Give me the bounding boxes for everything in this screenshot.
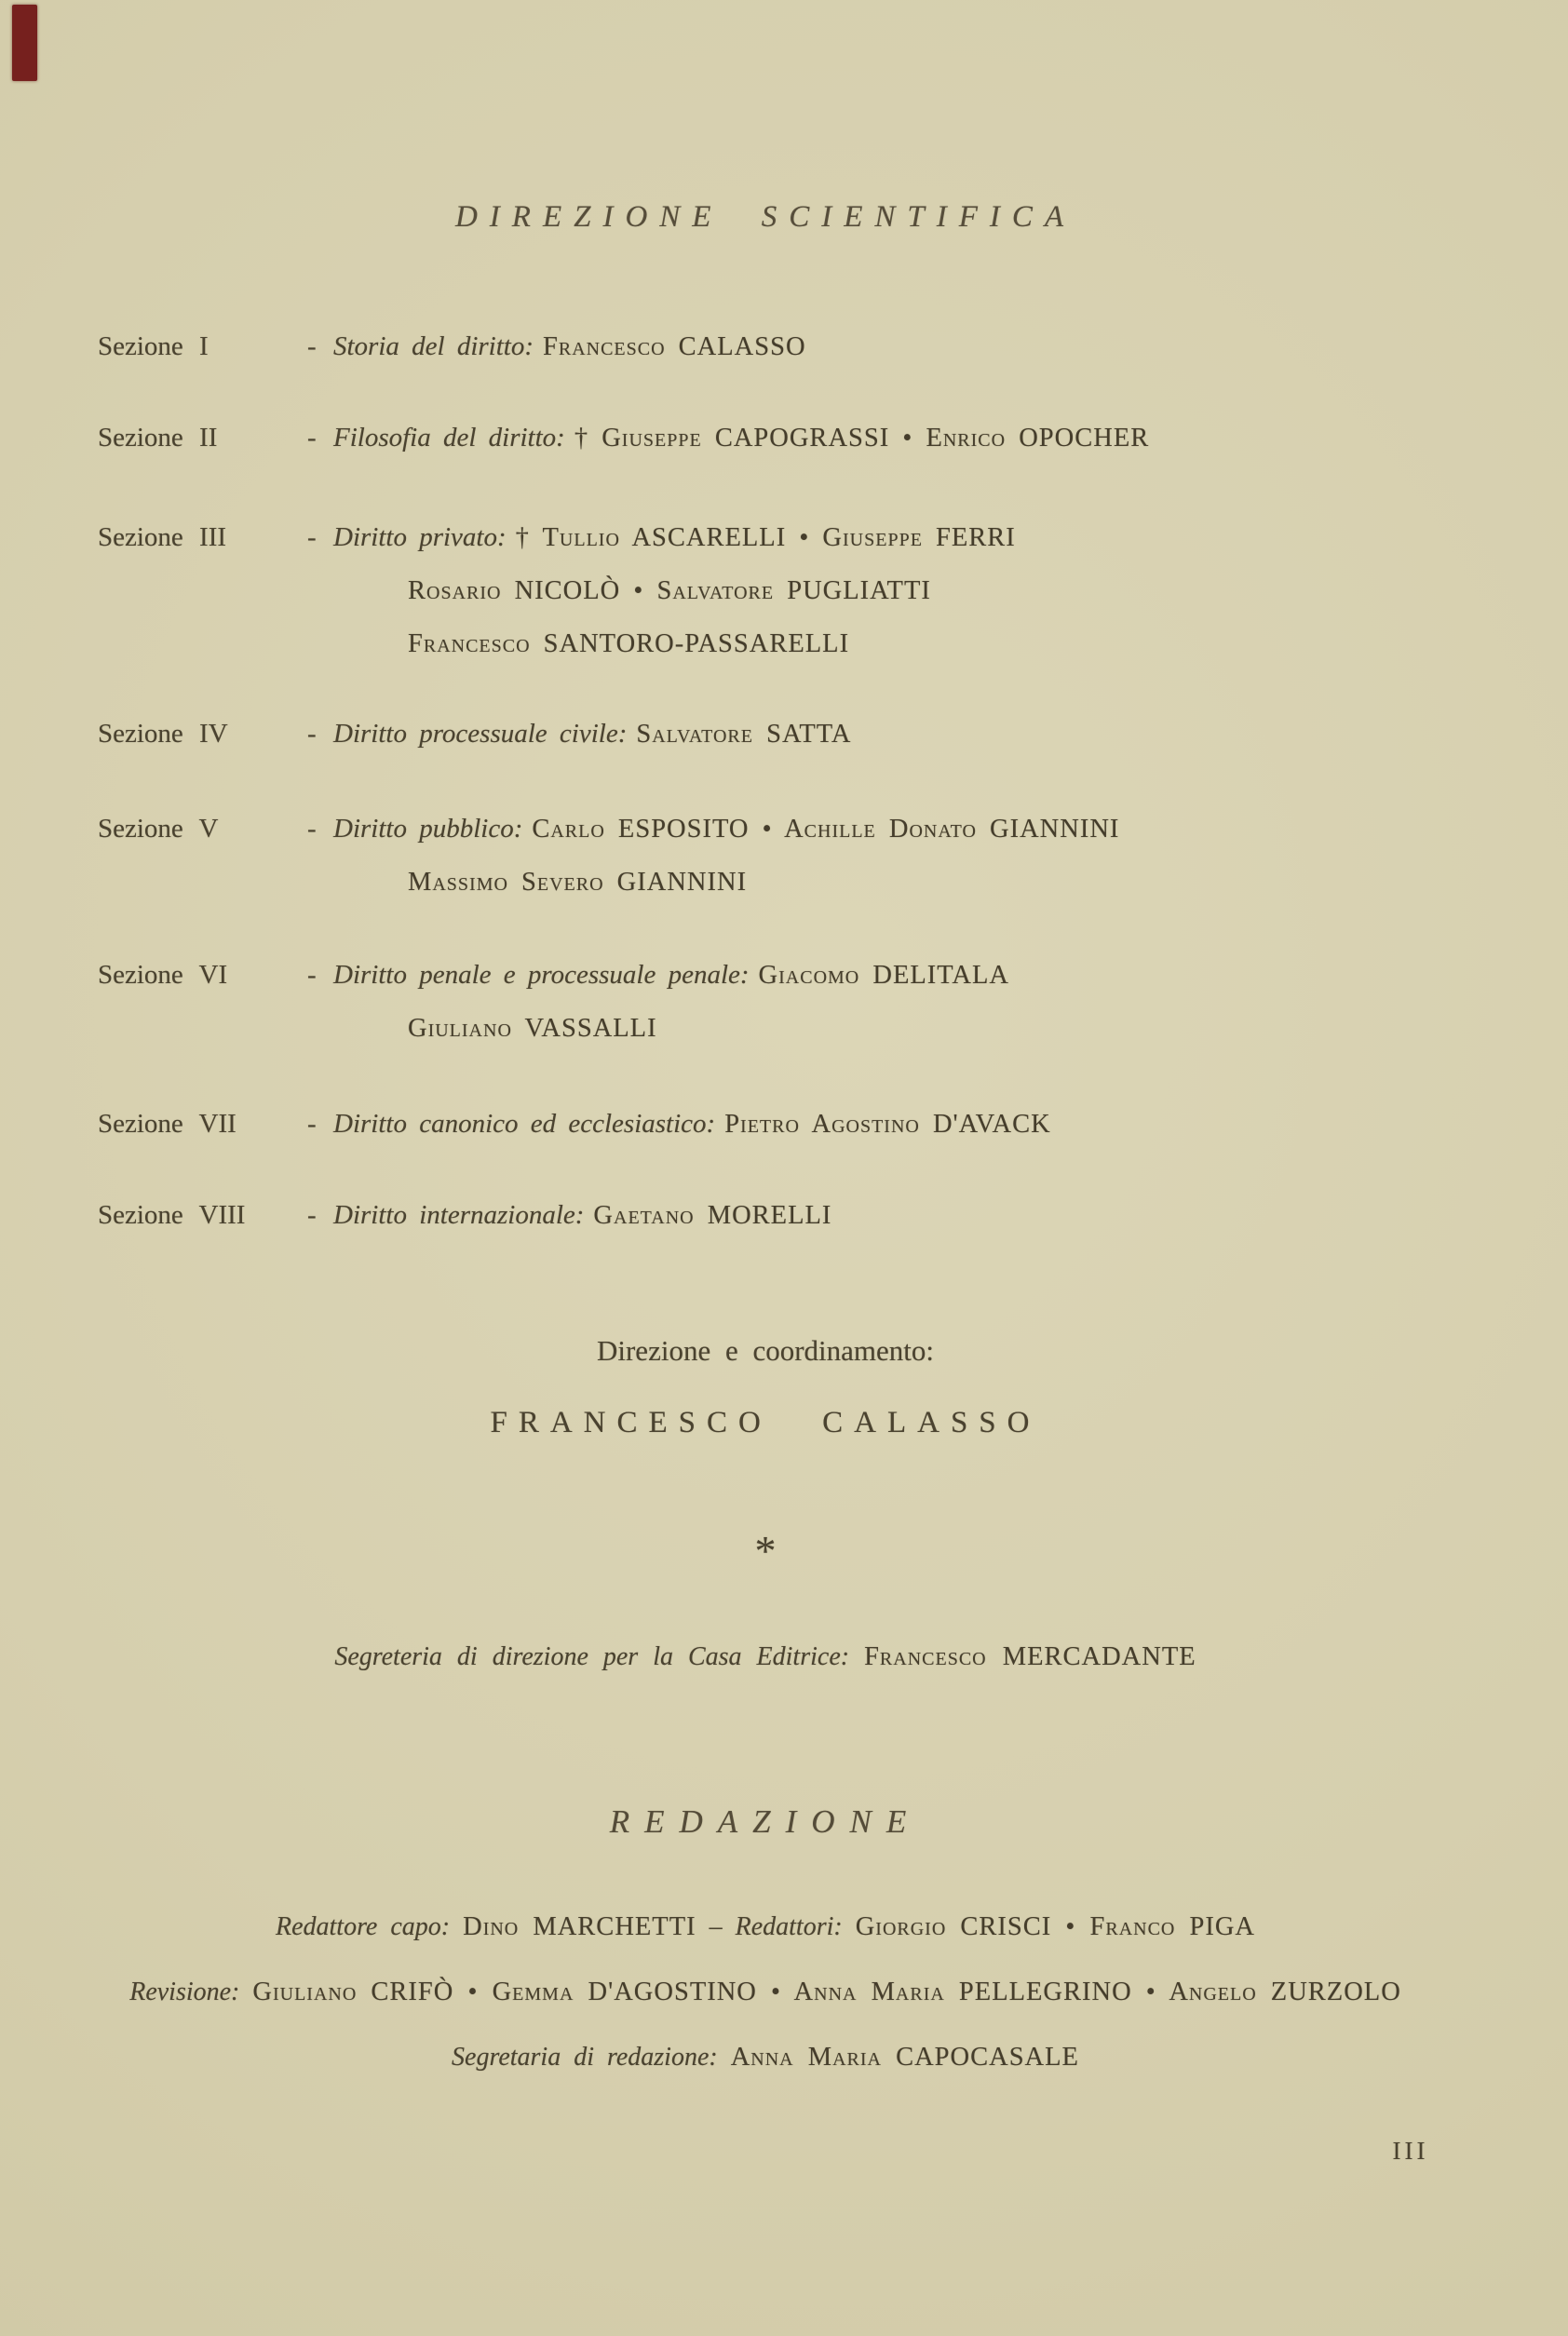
section-dash: - [307, 331, 317, 361]
section-label: Sezione IV [98, 719, 228, 749]
section-content [333, 332, 1471, 365]
dash-separator: – [709, 1912, 723, 1941]
redazione-title: REDAZIONE [609, 1803, 922, 1840]
coordination-name: FRANCESCO CALASSO [490, 1406, 1041, 1439]
section-names: Carlo ESPOSITO • Achille Donato GIANNINI [532, 815, 1120, 844]
section-row-3 [98, 523, 1471, 662]
section-names: Massimo Severo GIANNINI [408, 868, 748, 897]
section-subject: Diritto canonico ed ecclesiastico: [333, 1109, 716, 1139]
section-label: Sezione VII [98, 1109, 237, 1139]
section-names: † Tullio ASCARELLI • Giuseppe FERRI [515, 523, 1016, 552]
section-subject: Diritto pubblico: [333, 814, 523, 844]
revision-label: Revisione: [129, 1978, 240, 2006]
section-subject: Diritto processuale civile: [333, 719, 628, 749]
section-subject: Diritto penale e processuale penale: [333, 960, 750, 990]
section-row-6 [98, 961, 1471, 1046]
section-dash: - [307, 719, 317, 749]
section-content [333, 720, 1471, 752]
section-subject: Storia del diritto: [333, 331, 534, 361]
secretary-label: Segretaria di redazione: [452, 2043, 718, 2072]
chief-editor-name: Dino MARCHETTI [463, 1912, 696, 1941]
revision-names: Giuliano CRIFÒ • Gemma D'AGOSTINO • Anna Maria PELLEGRINO • Angelo ZURZOLO [252, 1978, 1401, 2006]
section-dash: - [307, 960, 317, 990]
section-content [333, 523, 1471, 662]
section-row-4 [98, 720, 1471, 752]
chief-editor-label: Redattore capo: [275, 1912, 451, 1941]
segreteria-name: Francesco MERCADANTE [864, 1642, 1196, 1671]
section-names: Pietro Agostino D'AVACK [724, 1110, 1051, 1139]
section-names: Francesco SANTORO-PASSARELLI [408, 629, 850, 658]
section-label: Sezione III [98, 522, 227, 552]
section-label: Sezione I [98, 331, 209, 361]
section-content [333, 1201, 1471, 1234]
editors-names: Giorgio CRISCI • Franco PIGA [855, 1912, 1255, 1941]
section-dash: - [307, 814, 317, 844]
section-subject: Filosofia del diritto: [333, 423, 565, 452]
section-dash: - [307, 522, 317, 552]
section-row-7 [98, 1110, 1471, 1142]
section-names: † Giuseppe CAPOGRASSI • Enrico OPOCHER [574, 424, 1150, 452]
section-dash: - [307, 423, 317, 452]
editors-label: Redattori: [735, 1912, 843, 1941]
section-content [333, 961, 1471, 1046]
section-subject: Diritto internazionale: [333, 1200, 585, 1230]
section-label: Sezione II [98, 423, 218, 452]
redazione-editors-line [95, 1911, 1436, 1943]
page-title: DIREZIONE SCIENTIFICA [454, 200, 1076, 234]
segreteria-line [95, 1641, 1436, 1673]
coordination-heading: Direzione e coordinamento: [596, 1334, 935, 1367]
section-label: Sezione VIII [98, 1200, 246, 1230]
segreteria-label: Segreteria di direzione per la Casa Editrice: [334, 1642, 850, 1671]
section-row-5 [98, 815, 1471, 900]
secretary-line [95, 2042, 1436, 2073]
section-content [333, 815, 1471, 900]
page-number: III [1392, 2137, 1429, 2165]
section-row-1 [98, 332, 1471, 365]
asterisk-separator: * [754, 1527, 777, 1574]
red-corner-mark [12, 5, 37, 81]
section-row-2 [98, 424, 1471, 456]
section-subject: Diritto privato: [333, 522, 507, 552]
section-names: Rosario NICOLÒ • Salvatore PUGLIATTI [408, 576, 931, 605]
section-content [333, 1110, 1471, 1142]
section-names: Giuliano VASSALLI [408, 1014, 657, 1043]
section-names: Gaetano MORELLI [593, 1201, 832, 1230]
section-label: Sezione VI [98, 960, 228, 990]
section-dash: - [307, 1109, 317, 1139]
section-names: Giacomo DELITALA [758, 961, 1009, 990]
secretary-name: Anna Maria CAPOCASALE [730, 2043, 1079, 2072]
section-dash: - [307, 1200, 317, 1230]
section-names: Salvatore SATTA [636, 720, 852, 749]
section-names: Francesco CALASSO [543, 332, 806, 361]
section-row-8 [98, 1201, 1471, 1234]
section-label: Sezione V [98, 814, 219, 844]
revision-line [95, 1977, 1436, 2008]
section-content [333, 424, 1471, 456]
